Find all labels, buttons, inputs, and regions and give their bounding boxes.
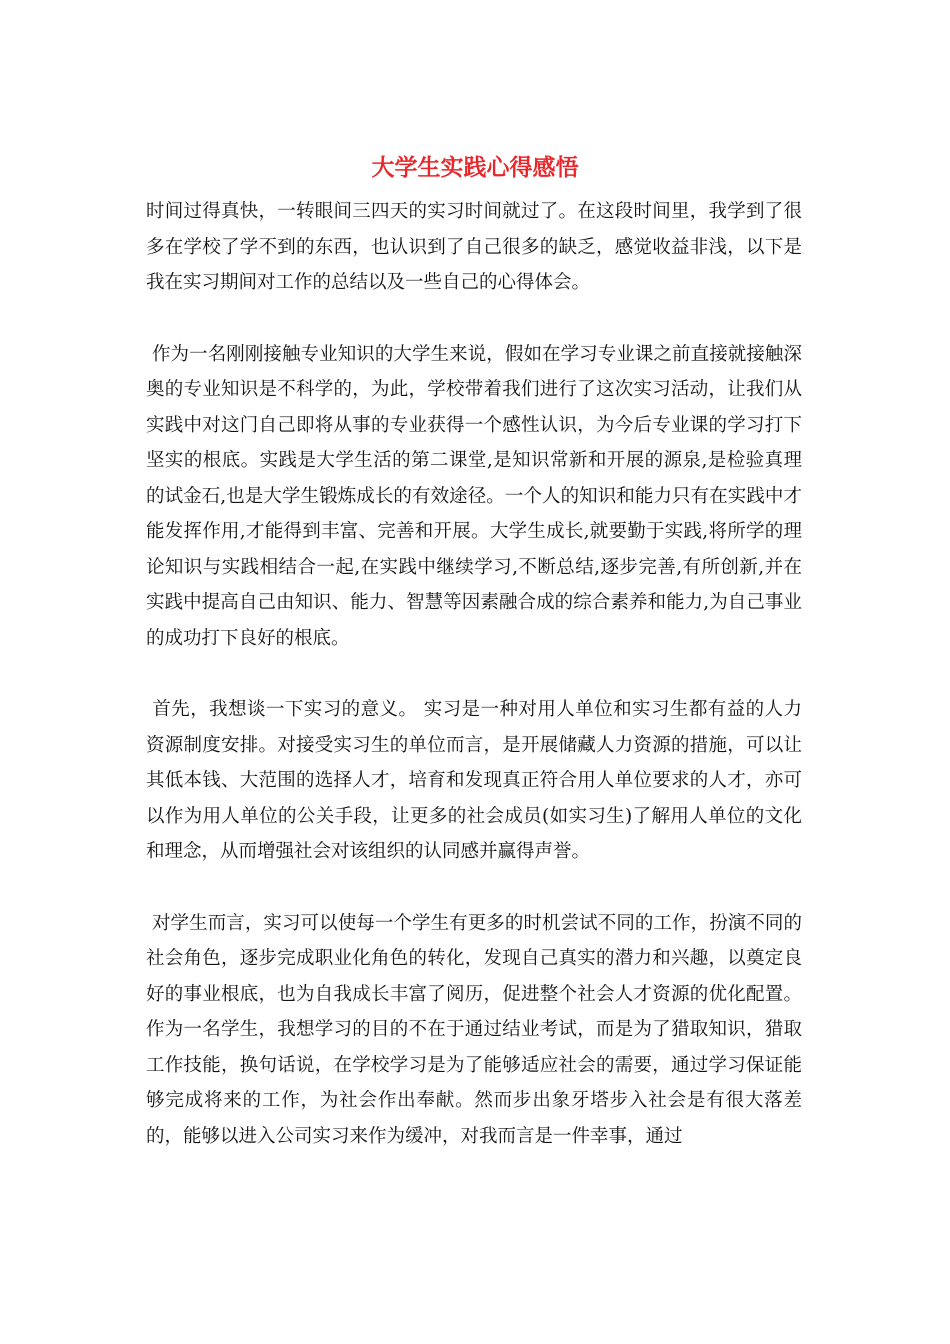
paragraph-internship-significance: 首先，我想谈一下实习的意义。 实习是一种对用人单位和实习生都有益的人力资源制度安排。对接受实习生的单位而言，是开展储藏人力资源的措施，可以让其低本钱、大范围的选择人才，培育和发现真正符合用人单位要求的人才，亦可以作为用人单位的公关手段，让更多的社会成员(如实习生)了解用人单位的文化和理念，从而增强社会对该组织的认同感并赢得声誉。: [146, 699, 802, 862]
paragraph-practice-meaning: 作为一名刚刚接触专业知识的大学生来说，假如在学习专业课之前直接就接触深奥的专业知识是不科学的，为此，学校带着我们进行了这次实习活动，让我们从实践中对这门自己即将从事的专业获得一个感性认识，为今后专业课的学习打下坚实的根底。实践是大学生活的第二课堂,是知识常新和开展的源泉,是检验真理的试金石,也是大学生锻炼成长的有效途径。一个人的知识和能力只有在实践中才能发挥作用,才能得到丰富、完善和开展。大学生成长,就要勤于实践,将所学的理论知识与实践相结合一起,在实践中继续学习,不断总结,逐步完善,有所创新,并在实践中提高自己由知识、能力、智慧等因素融合成的综合素养和能力,为自己事业的成功打下良好的根底。: [146, 343, 802, 649]
document-body: [146, 194, 802, 1154]
paragraph-student-benefits: 对学生而言，实习可以使每一个学生有更多的时机尝试不同的工作，扮演不同的社会角色，逐步完成职业化角色的转化，发现自己真实的潜力和兴趣，以奠定良好的事业根底，也为自我成长丰富了阅历，促进整个社会人才资源的优化配置。作为一名学生，我想学习的目的不在于通过结业考试，而是为了猎取知识，猎取工作技能，换句话说，在学校学习是为了能够适应社会的需要，通过学习保证能够完成将来的工作，为社会作出奉献。然而步出象牙塔步入社会是有很大落差的，能够以进入公司实习来作为缓冲，对我而言是一件幸事，通过: [146, 912, 802, 1147]
document-title: 大学生实践心得感悟: [371, 154, 579, 181]
paragraph-intro: 时间过得真快，一转眼间三四天的实习时间就过了。在这段时间里，我学到了很多在学校了学不到的东西，也认识到了自己很多的缺乏，感觉收益非浅，以下是我在实习期间对工作的总结以及一些自己的心得体会。: [146, 201, 802, 293]
